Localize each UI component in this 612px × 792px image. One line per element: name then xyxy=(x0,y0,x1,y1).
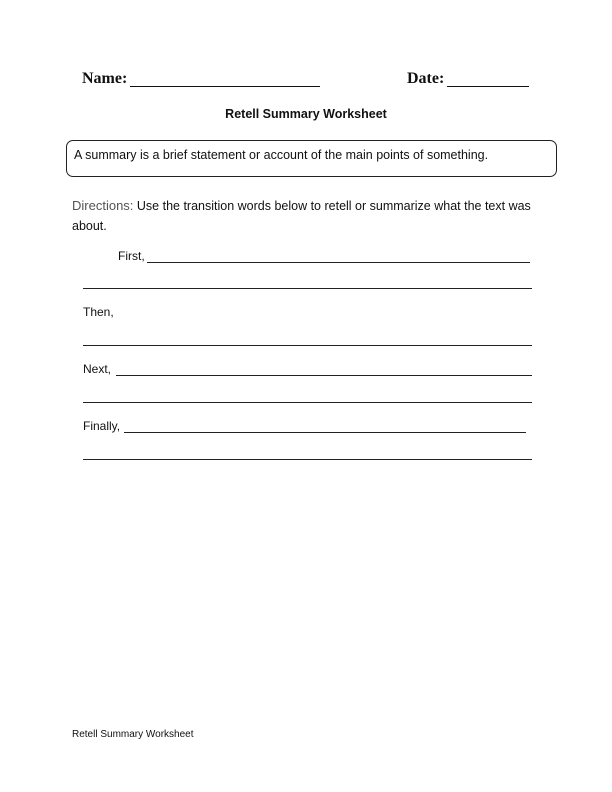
prompt-next xyxy=(83,362,532,380)
footer-text: Retell Summary Worksheet xyxy=(72,729,194,740)
prompt-first xyxy=(118,249,532,267)
date-label: Date: xyxy=(407,70,445,87)
prompt-then-label: Then, xyxy=(83,305,114,319)
answer-line xyxy=(83,288,532,289)
prompt-first-label: First, xyxy=(118,249,145,263)
prompt-next-line xyxy=(116,375,532,376)
date-line xyxy=(447,86,529,87)
definition-box xyxy=(66,140,557,177)
directions xyxy=(72,196,532,236)
answer-line xyxy=(83,402,532,403)
prompt-next-label: Next, xyxy=(83,362,112,376)
directions-label: Directions: xyxy=(72,198,134,213)
header-row xyxy=(82,70,532,92)
prompt-then xyxy=(83,305,532,323)
name-label: Name: xyxy=(82,70,128,87)
prompt-finally xyxy=(83,419,532,437)
directions-text: Use the transition words below to retell or summarize what the text was about. xyxy=(72,199,531,233)
prompt-finally-line xyxy=(124,432,526,433)
answer-line xyxy=(83,459,532,460)
name-line xyxy=(130,86,320,87)
prompt-finally-label: Finally, xyxy=(83,419,121,433)
answer-line xyxy=(83,345,532,346)
definition-text: A summary is a brief statement or account of the main points of something. xyxy=(74,148,489,162)
prompt-first-line xyxy=(147,262,530,263)
worksheet-title: Retell Summary Worksheet xyxy=(225,107,387,121)
